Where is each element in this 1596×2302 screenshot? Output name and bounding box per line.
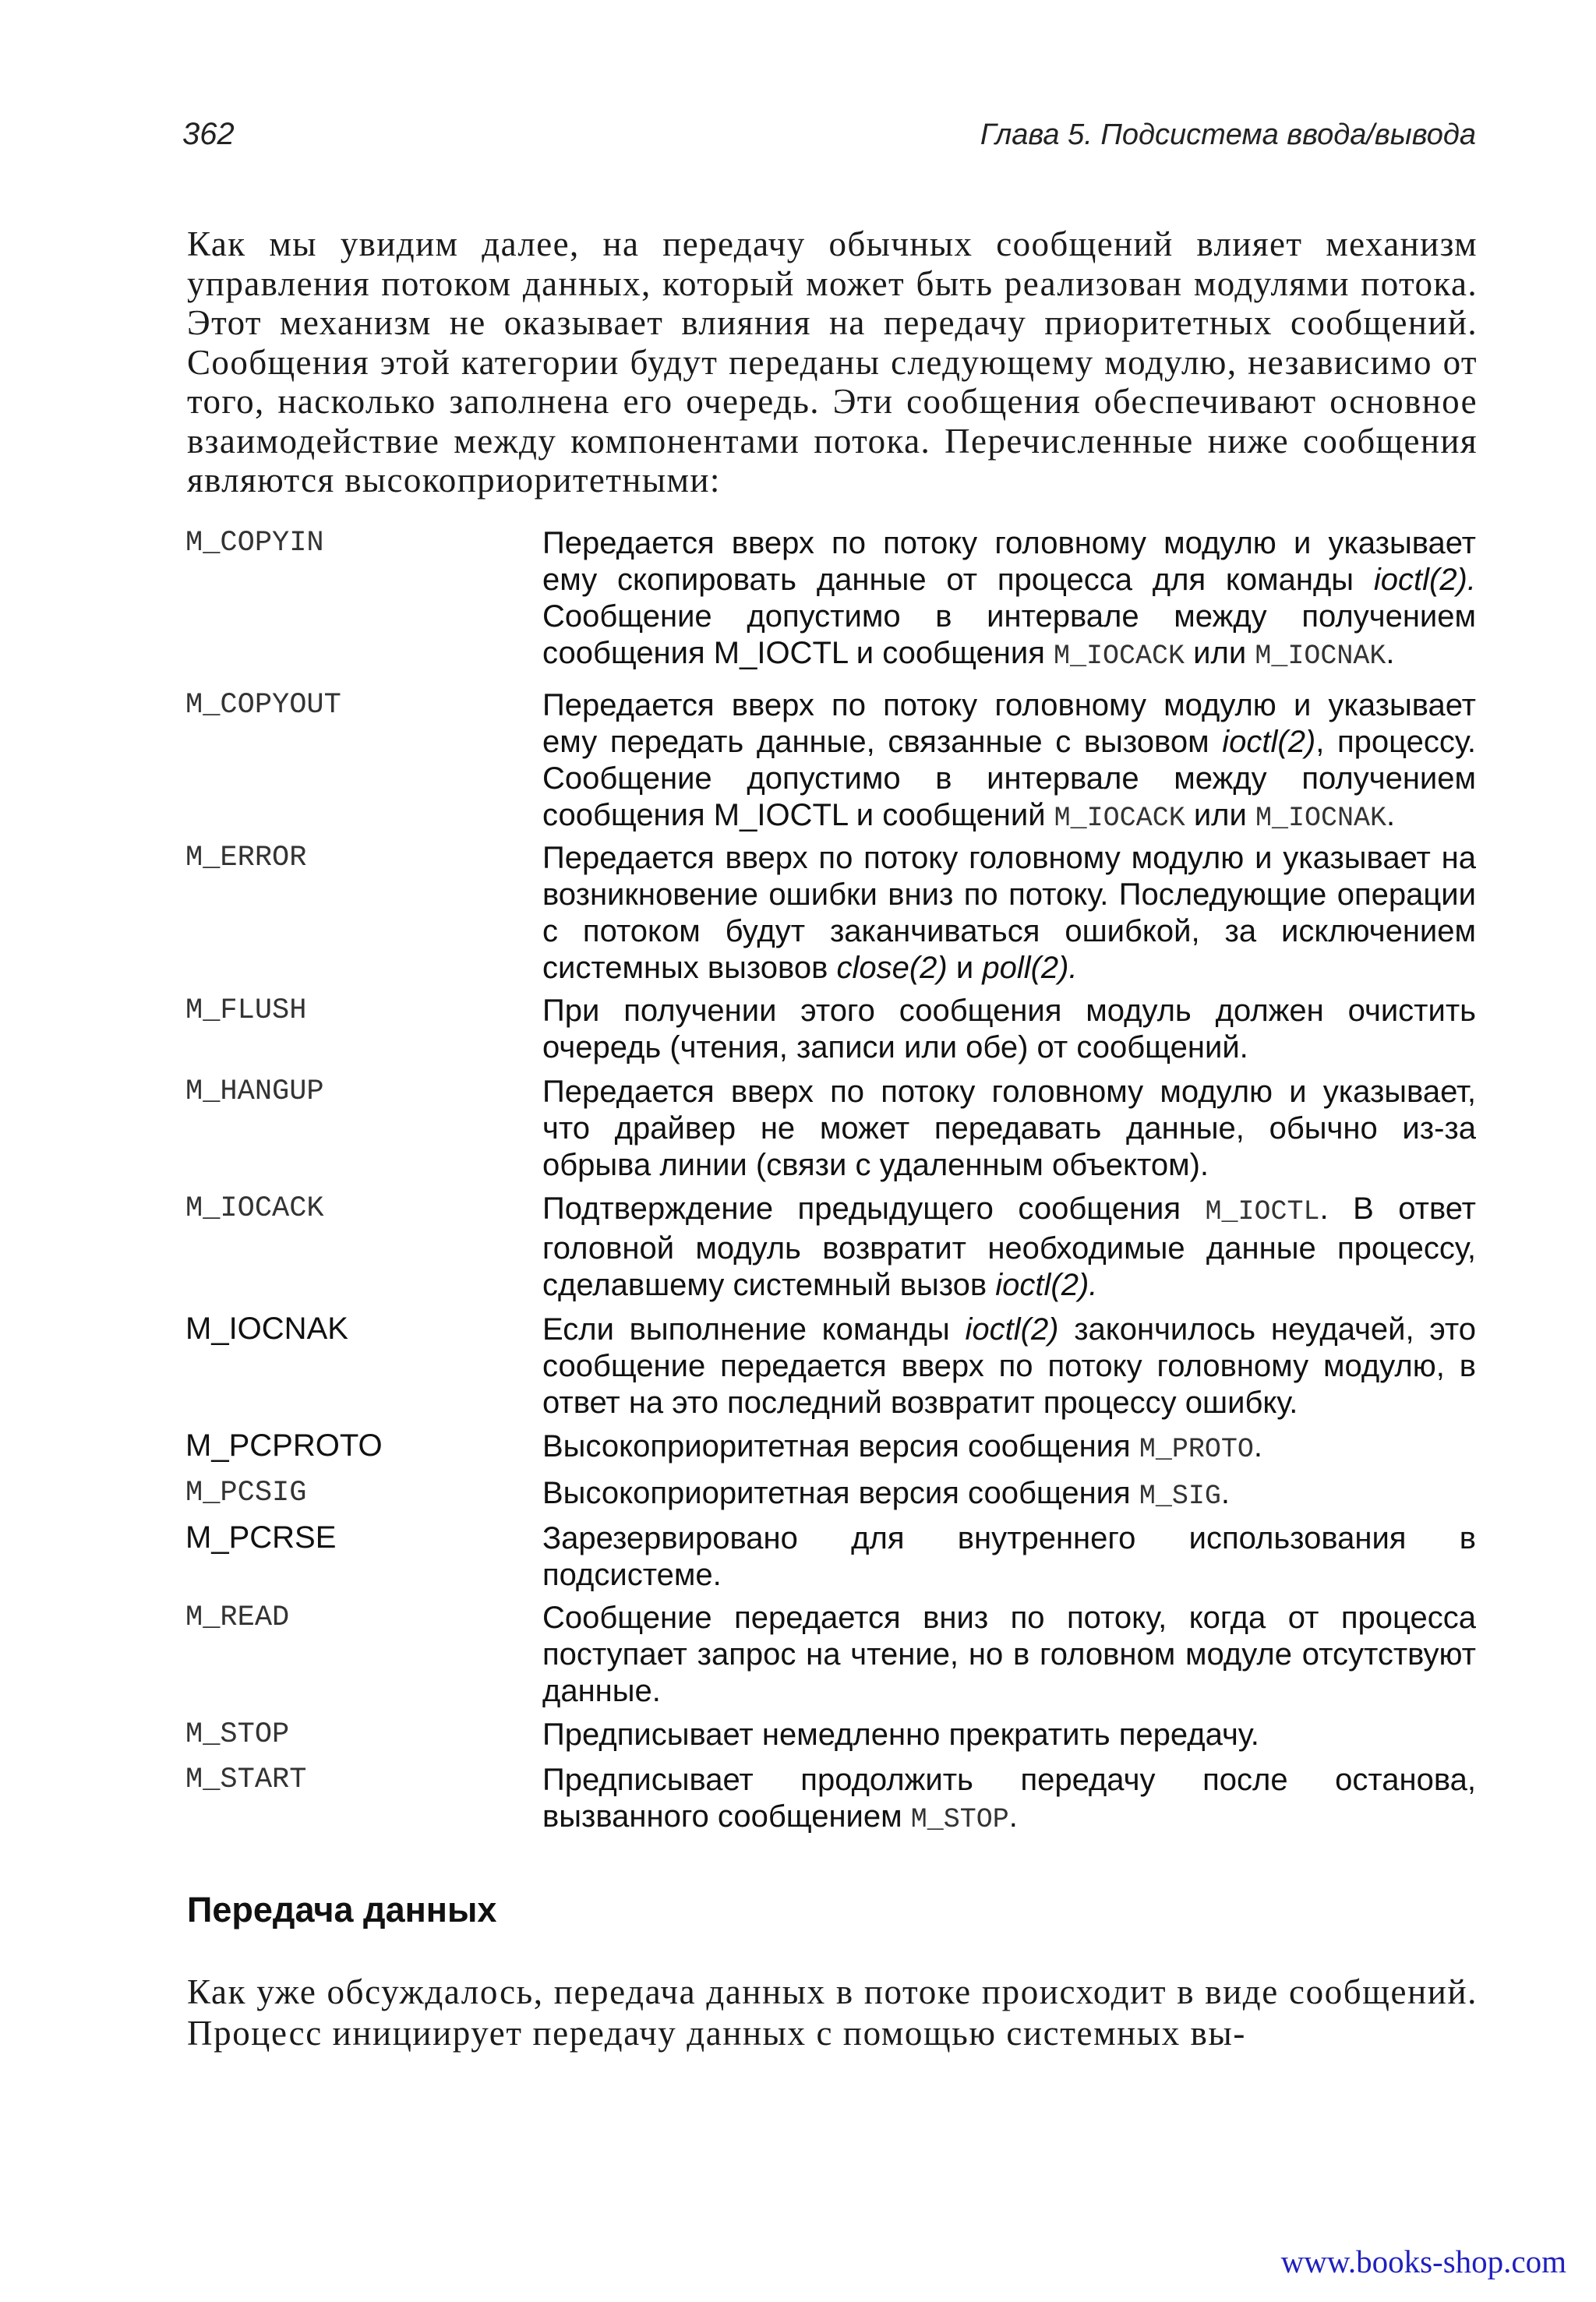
definition-description: Зарезервировано для внутреннего использования в подсистеме. xyxy=(542,1521,1476,1592)
definition-row-m-pcsig xyxy=(185,1475,1479,1520)
definition-description: Предписывает немедленно прекратить передачу. xyxy=(542,1718,1259,1752)
definition-term: M_START xyxy=(185,1764,307,1796)
definition-term: M_PCRSE xyxy=(185,1520,337,1555)
definition-row-m-copyin xyxy=(185,525,1479,687)
message-reference: M_PROTO xyxy=(1139,1434,1254,1465)
running-header: Глава 5. Подсистема ввода/вывода xyxy=(980,118,1476,151)
definition-row-m-hangup xyxy=(185,1074,1479,1191)
page-number: 362 xyxy=(182,117,235,151)
message-reference: M_IOCNAK xyxy=(1255,803,1387,834)
definition-row-m-read xyxy=(185,1600,1479,1717)
message-reference: M_IOCTL xyxy=(1205,1196,1320,1227)
definition-term: M_STOP xyxy=(185,1718,290,1751)
function-reference: poll(2). xyxy=(982,951,1078,985)
definition-description: Передается вверх по потоку головному модулю и указывает на возникновение ошибки вниз по потоку. Последующие операции с потоком будут заканчиваться ошибкой, за исключением системных вызовов close(2) и poll(2). xyxy=(542,841,1476,985)
definition-description: Высокоприоритетная версия сообщения M_PROTO. xyxy=(542,1429,1262,1465)
function-reference: ioctl(2). xyxy=(1373,563,1476,597)
section-heading: Передача данных xyxy=(187,1890,497,1930)
definition-term: M_COPYOUT xyxy=(185,689,341,722)
definition-description: Передается вверх по потоку головному модулю и указывает ему скопировать данные от процесса для команды ioctl(2). Сообщение допустимо в интервале между получением сообщения M_IOCTL и сообщения M_IOCACK или M_IOCNAK. xyxy=(542,526,1476,672)
definition-row-m-start xyxy=(185,1762,1479,1840)
intro-paragraph: Как мы увидим далее, на передачу обычных сообщений влияет механизм управления потоком данных, который может быть реализован модулями потока. Этот механизм не оказывает влияния на передачу приоритетных сообщений. Сообщения этой категории будут переданы следующему модулю, независимо от того, насколько заполнена его очередь. Эти сообщения обеспечивают основное взаимодействие между компонентами потока. Перечисленные ниже сообщения являются высокоприоритетными: xyxy=(187,224,1478,500)
definition-description: Подтверждение предыдущего сообщения M_IOCTL. В ответ головной модуль возвратит необходимые данные процессу, сделавшему системный вызов ioctl(2). xyxy=(542,1192,1476,1302)
definition-row-m-pcrse xyxy=(185,1520,1479,1600)
definition-row-m-iocack xyxy=(185,1191,1479,1312)
definition-term: M_COPYIN xyxy=(185,527,324,560)
function-reference: ioctl(2) xyxy=(965,1312,1059,1347)
definition-row-m-iocnak xyxy=(185,1312,1479,1428)
watermark-link[interactable]: www.books-shop.com xyxy=(1280,2244,1566,2279)
message-reference: M_IOCNAK xyxy=(1255,641,1386,672)
definition-term: M_ERROR xyxy=(185,842,307,874)
definition-description: Если выполнение команды ioctl(2) закончилось неудачей, это сообщение передается вверх по потоку головному модулю, в ответ на это последний возвратит процессу ошибку. xyxy=(542,1312,1476,1420)
definition-row-m-flush xyxy=(185,993,1479,1074)
definition-term: M_PCSIG xyxy=(185,1477,307,1509)
definition-description: Передается вверх по потоку головному модулю и указывает, что драйвер не может передавать данные, обычно из-за обрыва линии (связи с удаленным объектом). xyxy=(542,1075,1476,1182)
definition-term: M_FLUSH xyxy=(185,994,307,1027)
definition-description: Передается вверх по потоку головному модулю и указывает ему передать данные, связанные с вызовом ioctl(2), процессу. Сообщение допустимо в интервале между получением сообщения M_IOCTL и сообщений M_IOCACK или M_IOCNAK. xyxy=(542,688,1476,834)
definition-row-m-copyout xyxy=(185,687,1479,840)
definition-description: При получении этого сообщения модуль должен очистить очередь (чтения, записи или обе) от сообщений. xyxy=(542,994,1476,1064)
message-definitions xyxy=(185,525,1479,1840)
message-reference: M_SIG xyxy=(1139,1481,1221,1512)
definition-term: M_IOCNAK xyxy=(185,1312,348,1346)
definition-term: M_HANGUP xyxy=(185,1075,324,1108)
message-reference: M_IOCACK xyxy=(1054,641,1185,672)
definition-row-m-stop xyxy=(185,1717,1479,1762)
message-reference: M_STOP xyxy=(910,1804,1009,1835)
definition-term: M_PCPROTO xyxy=(185,1428,383,1463)
message-reference: M_IOCACK xyxy=(1054,803,1185,834)
function-reference: ioctl(2) xyxy=(1222,725,1316,759)
function-reference: ioctl(2). xyxy=(995,1268,1098,1302)
definition-term: M_IOCACK xyxy=(185,1192,324,1225)
definition-row-m-error xyxy=(185,840,1479,993)
definition-description: Сообщение передается вниз по потоку, когда от процесса поступает запрос на чтение, но в головном модуле отсутствуют данные. xyxy=(542,1601,1476,1708)
definition-term: M_READ xyxy=(185,1601,290,1634)
definition-description: Предписывает продолжить передачу после останова, вызванного сообщением M_STOP. xyxy=(542,1763,1476,1835)
definition-row-m-pcproto xyxy=(185,1428,1479,1475)
definition-description: Высокоприоритетная версия сообщения M_SIG. xyxy=(542,1476,1230,1512)
section-paragraph: Как уже обсуждалось, передача данных в потоке происходит в виде сообщений. Процесс инициирует передачу данных с помощью системных вы- xyxy=(187,1972,1478,2053)
function-reference: close(2) xyxy=(836,951,948,985)
